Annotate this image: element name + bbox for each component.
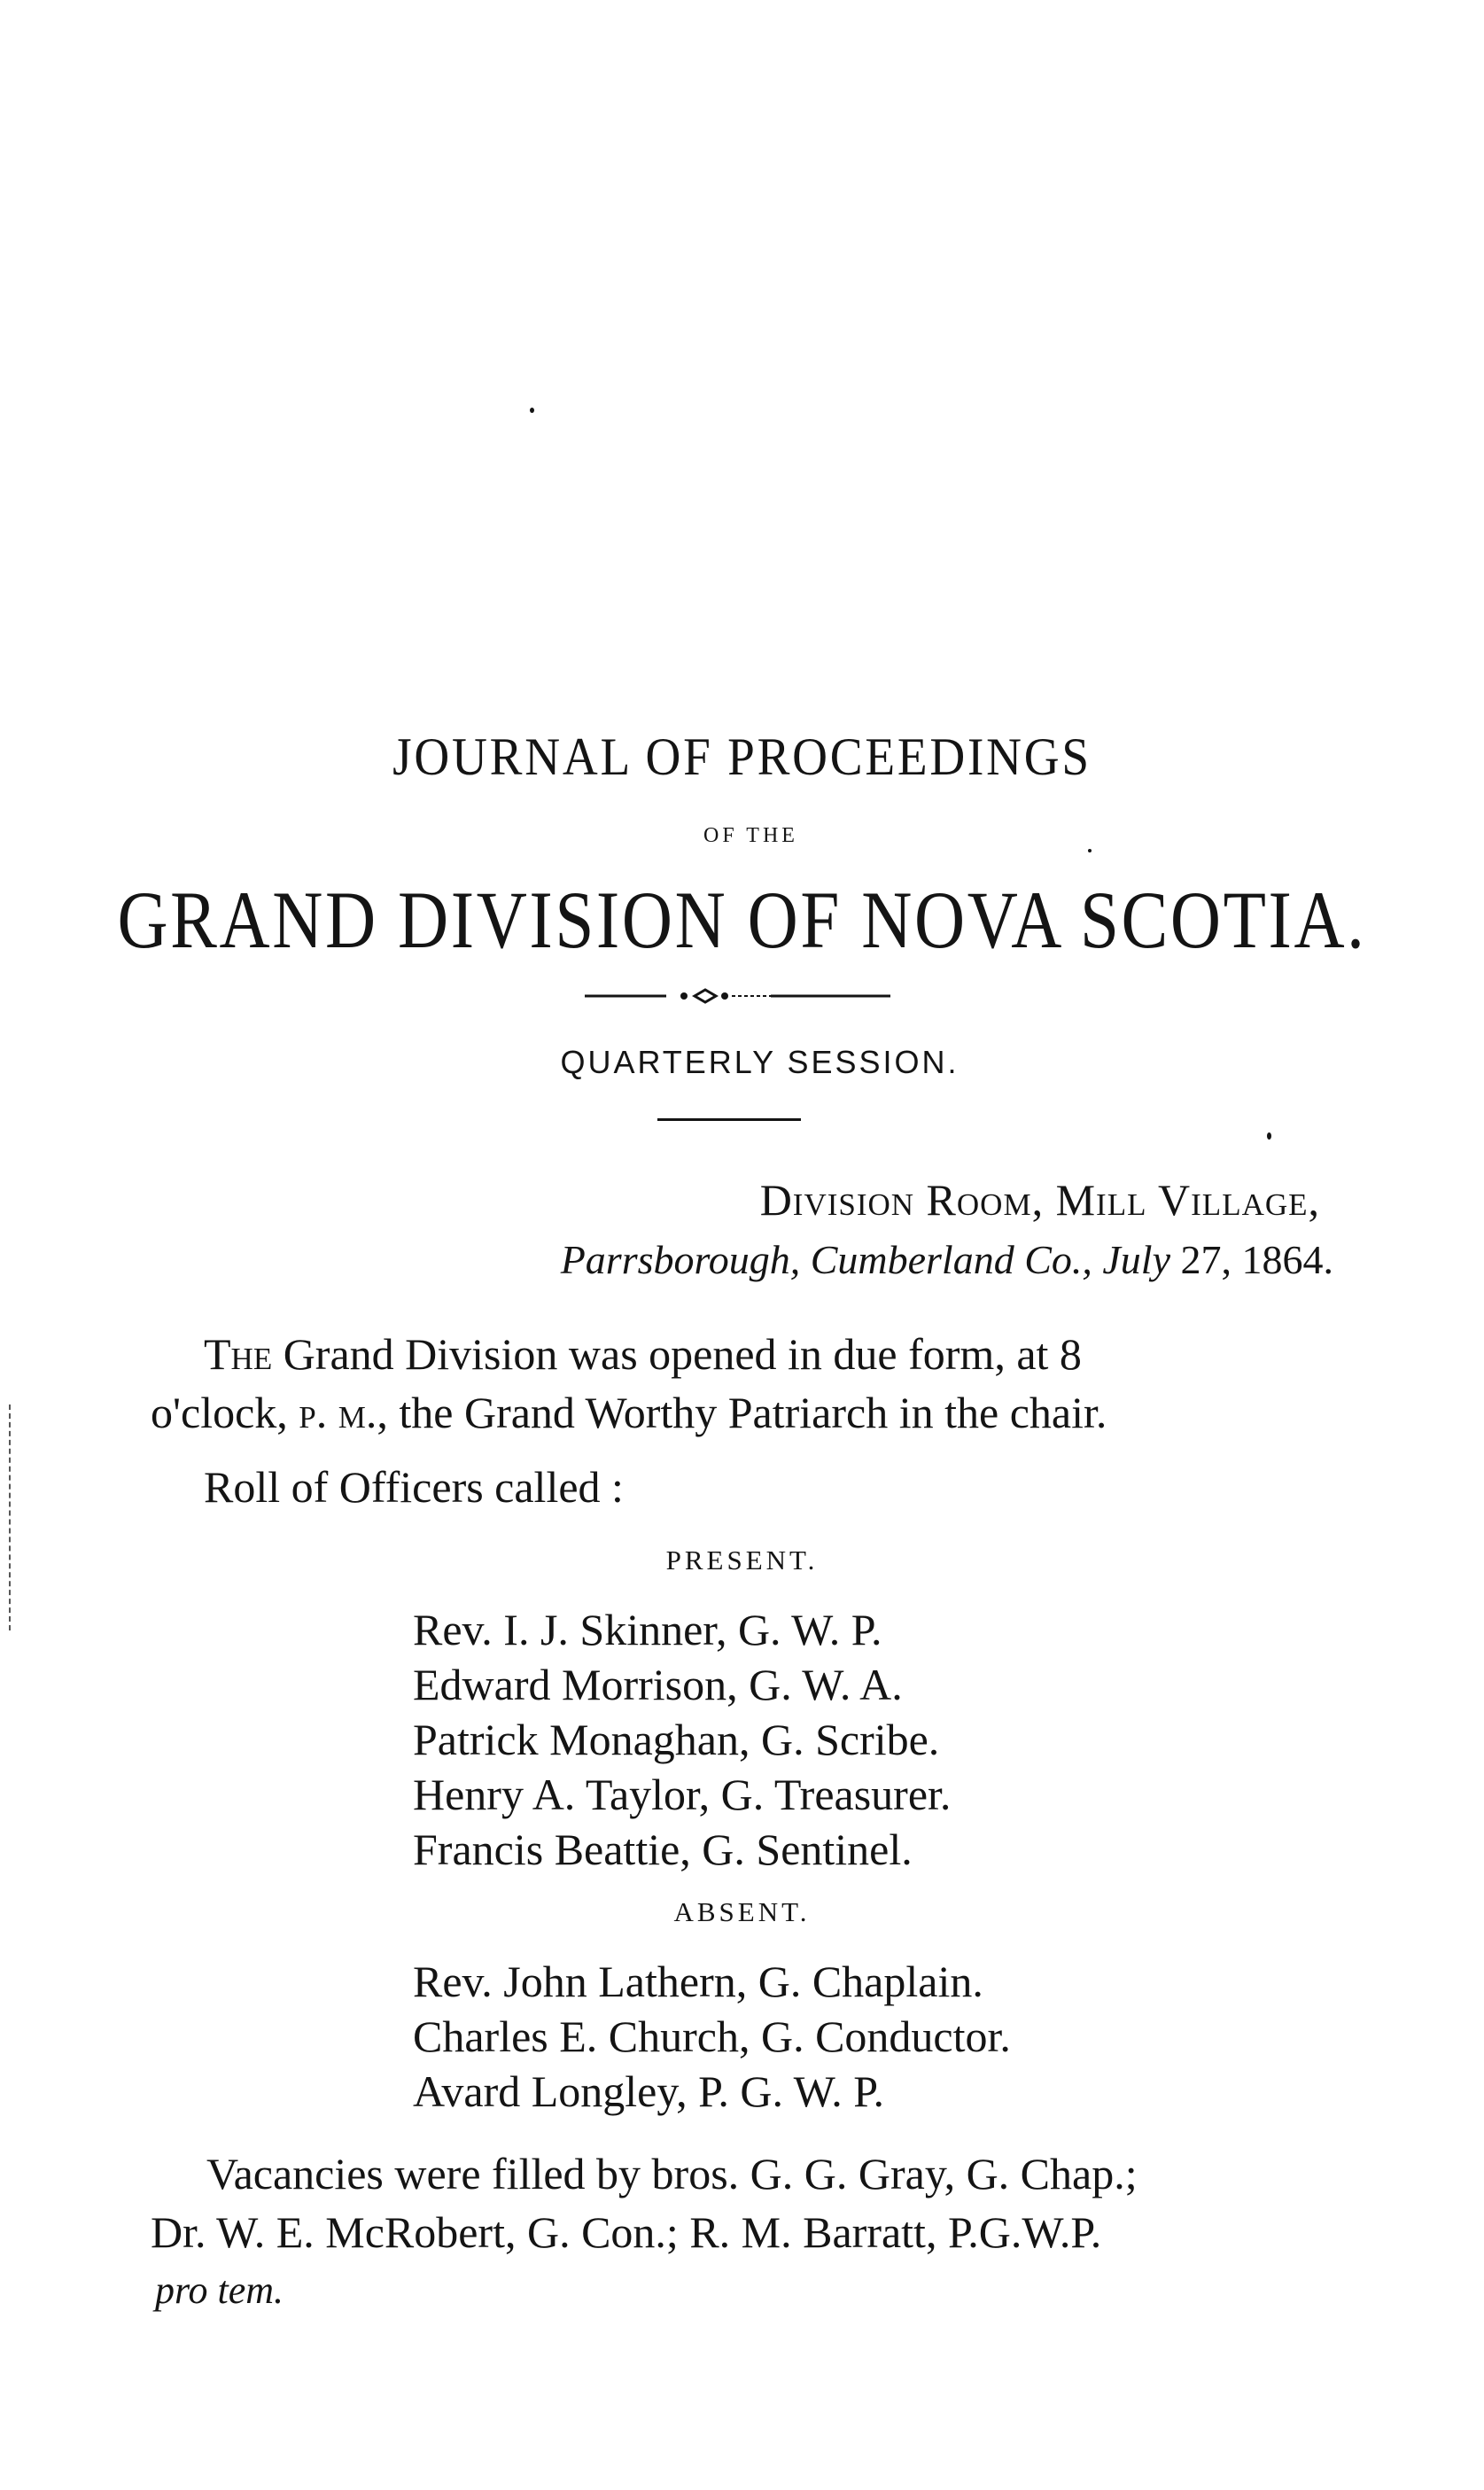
- dateline-date: [561, 1236, 1333, 1283]
- list-item: Rev. John Lathern, G. Chaplain.: [413, 1957, 983, 2006]
- opening-pm: p. m.,: [299, 1388, 388, 1437]
- opening-line-1: [204, 1325, 1082, 1383]
- opening-line-2: [151, 1383, 1107, 1442]
- vacancies-line-2: Dr. W. E. McRobert, G. Con.; R. M. Barratt, P.G.W.P.: [151, 2207, 1102, 2257]
- dateline-place: Division Room, Mill Village,: [759, 1175, 1320, 1225]
- journal-title-of-the: OF THE: [703, 824, 798, 847]
- list-item: Charles E. Church, G. Conductor.: [413, 2011, 1011, 2061]
- absent-officers-list: [413, 1954, 1011, 2119]
- list-item: Francis Beattie, G. Sentinel.: [413, 1825, 913, 1874]
- dateline-location: Parrsborough, Cumberland Co., July: [560, 1237, 1170, 1282]
- session-heading: QUARTERLY SESSION.: [560, 1044, 960, 1080]
- grand-division-title: GRAND DIVISION OF NOVA SCOTIA.: [117, 875, 1367, 965]
- list-item: Avard Longley, P. G. W. P.: [413, 2066, 884, 2116]
- print-speck: [530, 408, 534, 413]
- present-officers-list: [413, 1602, 951, 1877]
- print-speck: [1267, 1132, 1271, 1140]
- ornamental-rule: [585, 985, 904, 1007]
- list-item: Rev. I. J. Skinner, G. W. P.: [413, 1605, 882, 1654]
- journal-title: JOURNAL OF PROCEEDINGS: [392, 728, 1092, 786]
- short-rule: [657, 1118, 801, 1121]
- roll-call-line: Roll of Officers called :: [204, 1462, 624, 1512]
- list-item: Henry A. Taylor, G. Treasurer.: [413, 1770, 952, 1819]
- vacancies-line-3: pro tem.: [155, 2268, 284, 2312]
- print-speck: [1088, 849, 1092, 852]
- present-heading: PRESENT.: [665, 1545, 819, 1576]
- list-item: Edward Morrison, G. W. A.: [413, 1660, 903, 1709]
- opening-lead-word: The: [204, 1329, 273, 1379]
- absent-heading: ABSENT.: [673, 1896, 811, 1927]
- vacancies-line-1: Vacancies were filled by bros. G. G. Gray, G. Chap.;: [206, 2149, 1138, 2198]
- opening-line-1-text: Grand Division was opened in due form, at 8: [283, 1329, 1082, 1379]
- list-item: Patrick Monaghan, G. Scribe.: [413, 1715, 940, 1764]
- dateline-day: 27, 1864.: [1180, 1237, 1333, 1282]
- opening-line-2-text: the Grand Worthy Patriarch in the chair.: [399, 1388, 1107, 1437]
- opening-line-2-lead: o'clock,: [151, 1388, 288, 1437]
- margin-scan-mark: [9, 1405, 11, 1630]
